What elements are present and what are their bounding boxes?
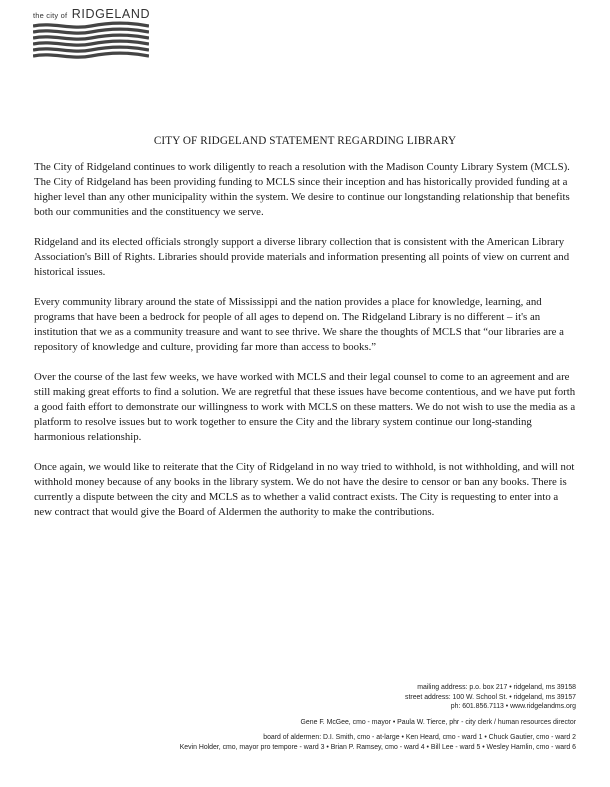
paragraph: The City of Ridgeland continues to work diligently to reach a resolution with the Madison County Library System (MCLS). The City of Ridgeland has been providing funding to MCLS since their inception and has historically provided funding at a higher level than any other municipality within the system. We desire to continue our longstanding relationship that benefits both our communities and the constituency we serve. — [34, 161, 570, 218]
letter-footer — [56, 683, 576, 752]
paragraph: Ridgeland and its elected officials strongly support a diverse library collection that is consistent with the American Library Association's Bill of Rights. Libraries should provide materials and information presenting all points of view on current and historical issues. — [34, 236, 570, 278]
document-title: CITY OF RIDGELAND STATEMENT REGARDING LIBRARY — [153, 135, 457, 147]
paragraph: Once again, we would like to reiterate that the City of Ridgeland in no way tried to withhold, is not withholding, and will not withhold money because of any books in the library system. We do not have the desire to censor or ban any books. There is currently a dispute between the city and MCLS as to whether a valid contract exists. The City is requesting to enter into a new contract that would give the Board of Aldermen the authority to make the contributions. — [34, 461, 575, 518]
mailing-address: mailing address: p.o. box 217 • ridgeland, ms 39158 — [417, 684, 576, 691]
board-of-aldermen-line-2: Kevin Holder, cmo, mayor pro tempore - ward 3 • Brian P. Ramsey, cmo - ward 4 • Bill Lee - ward 5 • Wesley Hamlin, cmo - ward 6 — [179, 743, 576, 751]
city-logo — [33, 5, 149, 61]
street-address: street address: 100 W. School St. • ridgeland, ms 39157 — [405, 693, 576, 701]
document-body — [34, 160, 578, 535]
logo-small-text: the city of — [33, 11, 68, 20]
board-of-aldermen-line-1: board of aldermen: D.I. Smith, cmo - at-large • Ken Heard, cmo - ward 1 • Chuck Gautier, cmo - ward 2 — [263, 734, 576, 741]
paragraph: Over the course of the last few weeks, we have worked with MCLS and their legal counsel to come to an agreement and are still making great efforts to find a solution. We are regretful that these issues have become contentious, and we have put forth a good faith effort to demonstrate our willingness to work with MCLS on these matters. We do not wish to use the media as a platform to resolve issues but to work together to ensure the City and the library system continue our long-standing harmonious relationship. — [34, 371, 576, 443]
city-officials: Gene F. McGee, cmo - mayor • Paula W. Tierce, phr - city clerk / human resources director — [300, 718, 576, 726]
logo-waves-icon — [33, 21, 149, 61]
paragraph: Every community library around the state of Mississippi and the nation provides a place for knowledge, learning, and programs that have been a bedrock for people of all ages to depend on. The Ridgeland Library is no different – it's an institution that we as a community treasure and want to see thrive. We share the thoughts of MCLS that “our libraries are a repository of knowledge and culture, providing far more than access to books.” — [34, 296, 564, 353]
logo-city-name: RIDGELAND — [71, 7, 151, 21]
phone-website: ph: 601.856.7113 • www.ridgelandms.org — [450, 703, 576, 710]
